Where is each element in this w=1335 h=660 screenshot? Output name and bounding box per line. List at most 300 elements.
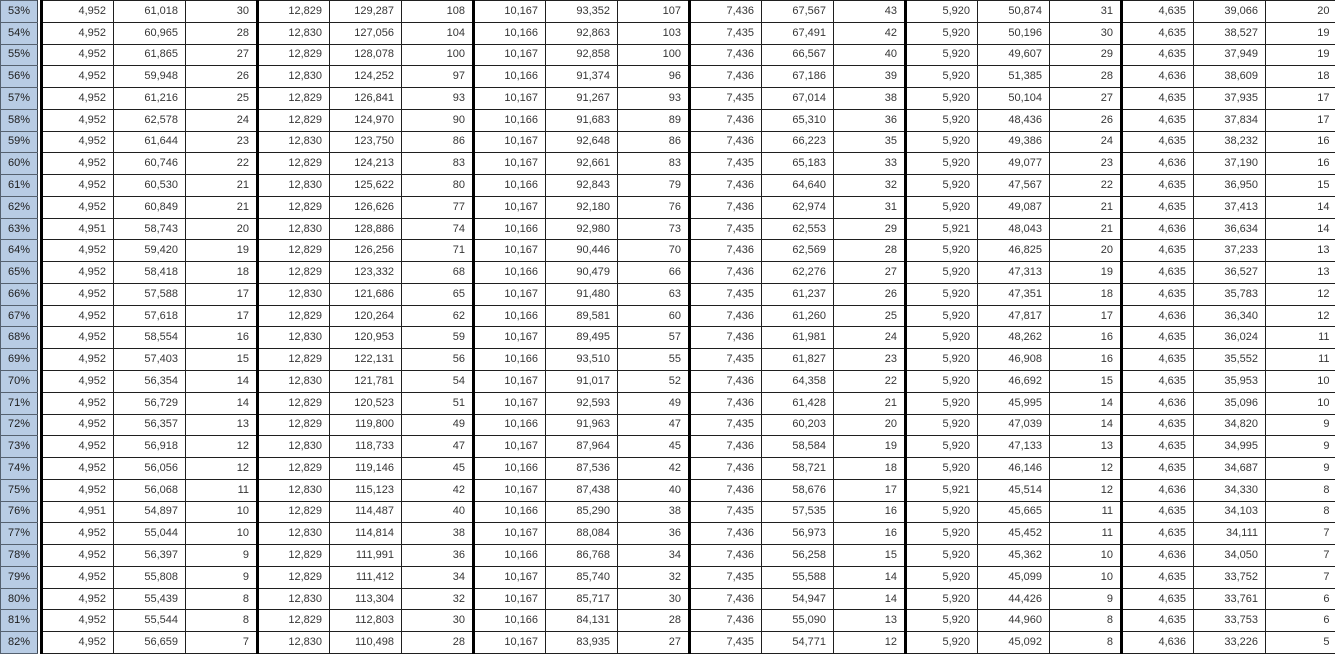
table-cell[interactable]: 37,949 (1194, 44, 1266, 66)
table-cell[interactable]: 28 (186, 22, 258, 44)
table-cell[interactable]: 5,920 (906, 523, 978, 545)
table-cell[interactable]: 91,683 (546, 109, 618, 131)
table-cell[interactable]: 49,087 (978, 196, 1050, 218)
table-cell[interactable]: 9 (1050, 588, 1122, 610)
table-cell[interactable]: 4,635 (1122, 588, 1194, 610)
table-cell[interactable]: 10,166 (474, 501, 546, 523)
table-cell[interactable]: 8 (186, 610, 258, 632)
table-cell[interactable]: 4,636 (1122, 392, 1194, 414)
table-cell[interactable]: 45,665 (978, 501, 1050, 523)
table-cell[interactable]: 14 (834, 566, 906, 588)
table-cell[interactable]: 12,829 (258, 458, 330, 480)
table-cell[interactable]: 23 (834, 349, 906, 371)
table-cell[interactable]: 10,167 (474, 131, 546, 153)
table-cell[interactable]: 96 (618, 66, 690, 88)
table-cell[interactable]: 14 (834, 588, 906, 610)
table-cell[interactable]: 18 (1050, 283, 1122, 305)
table-cell[interactable]: 10 (186, 501, 258, 523)
table-cell[interactable]: 4,635 (1122, 88, 1194, 110)
table-cell[interactable]: 4,635 (1122, 196, 1194, 218)
table-cell[interactable]: 47,133 (978, 436, 1050, 458)
table-cell[interactable]: 55,808 (114, 566, 186, 588)
table-cell[interactable]: 4,952 (42, 566, 114, 588)
table-cell[interactable]: 39,066 (1194, 1, 1266, 23)
table-cell[interactable]: 5,920 (906, 610, 978, 632)
table-cell[interactable]: 12,829 (258, 349, 330, 371)
table-cell[interactable]: 38 (618, 501, 690, 523)
table-cell[interactable]: 45,092 (978, 632, 1050, 654)
table-cell[interactable]: 36 (618, 523, 690, 545)
table-cell[interactable]: 19 (834, 436, 906, 458)
table-cell[interactable]: 56,918 (114, 436, 186, 458)
table-cell[interactable]: 5,920 (906, 175, 978, 197)
table-cell[interactable]: 56,397 (114, 545, 186, 567)
table-cell[interactable]: 5,920 (906, 371, 978, 393)
table-cell[interactable]: 8 (1266, 479, 1335, 501)
table-cell[interactable]: 18 (186, 262, 258, 284)
table-cell[interactable]: 12,829 (258, 392, 330, 414)
row-header-cell[interactable]: 55% (1, 44, 38, 66)
table-cell[interactable]: 22 (834, 371, 906, 393)
table-cell[interactable]: 92,858 (546, 44, 618, 66)
table-cell[interactable]: 12,829 (258, 545, 330, 567)
table-cell[interactable]: 5,920 (906, 88, 978, 110)
table-cell[interactable]: 58,554 (114, 327, 186, 349)
table-cell[interactable]: 5,920 (906, 349, 978, 371)
table-cell[interactable]: 42 (834, 22, 906, 44)
table-cell[interactable]: 7,435 (690, 501, 762, 523)
table-cell[interactable]: 86,768 (546, 545, 618, 567)
table-cell[interactable]: 62,569 (762, 240, 834, 262)
table-cell[interactable]: 57,618 (114, 305, 186, 327)
table-cell[interactable]: 77 (402, 196, 474, 218)
table-cell[interactable]: 36,024 (1194, 327, 1266, 349)
table-cell[interactable]: 34,103 (1194, 501, 1266, 523)
table-cell[interactable]: 74 (402, 218, 474, 240)
table-cell[interactable]: 7,436 (690, 479, 762, 501)
table-cell[interactable]: 56,729 (114, 392, 186, 414)
table-cell[interactable]: 92,661 (546, 153, 618, 175)
table-cell[interactable]: 14 (1266, 218, 1335, 240)
table-cell[interactable]: 4,952 (42, 131, 114, 153)
table-cell[interactable]: 61,216 (114, 88, 186, 110)
table-cell[interactable]: 27 (618, 632, 690, 654)
table-cell[interactable]: 61,981 (762, 327, 834, 349)
table-cell[interactable]: 12,830 (258, 588, 330, 610)
table-cell[interactable]: 4,952 (42, 240, 114, 262)
table-cell[interactable]: 4,635 (1122, 1, 1194, 23)
table-cell[interactable]: 37,935 (1194, 88, 1266, 110)
table-cell[interactable]: 62 (402, 305, 474, 327)
table-cell[interactable]: 127,056 (330, 22, 402, 44)
table-cell[interactable]: 10 (1266, 392, 1335, 414)
table-cell[interactable]: 5,920 (906, 392, 978, 414)
table-cell[interactable]: 4,952 (42, 392, 114, 414)
table-cell[interactable]: 8 (1266, 501, 1335, 523)
table-cell[interactable]: 124,213 (330, 153, 402, 175)
table-cell[interactable]: 12,830 (258, 66, 330, 88)
table-cell[interactable]: 10,166 (474, 458, 546, 480)
table-cell[interactable]: 33,226 (1194, 632, 1266, 654)
table-cell[interactable]: 47 (618, 414, 690, 436)
table-cell[interactable]: 49,386 (978, 131, 1050, 153)
table-cell[interactable]: 9 (1266, 458, 1335, 480)
table-cell[interactable]: 107 (618, 1, 690, 23)
table-cell[interactable]: 92,863 (546, 22, 618, 44)
table-cell[interactable]: 45,452 (978, 523, 1050, 545)
table-cell[interactable]: 7,436 (690, 436, 762, 458)
table-cell[interactable]: 34 (618, 545, 690, 567)
table-cell[interactable]: 5,920 (906, 22, 978, 44)
table-cell[interactable]: 50,874 (978, 1, 1050, 23)
table-cell[interactable]: 91,017 (546, 371, 618, 393)
table-cell[interactable]: 61,827 (762, 349, 834, 371)
table-cell[interactable]: 7,436 (690, 545, 762, 567)
table-cell[interactable]: 119,800 (330, 414, 402, 436)
table-cell[interactable]: 92,648 (546, 131, 618, 153)
table-cell[interactable]: 124,970 (330, 109, 402, 131)
table-cell[interactable]: 4,635 (1122, 610, 1194, 632)
table-cell[interactable]: 37,413 (1194, 196, 1266, 218)
table-cell[interactable]: 25 (186, 88, 258, 110)
table-cell[interactable]: 5,920 (906, 545, 978, 567)
table-cell[interactable]: 10,167 (474, 240, 546, 262)
row-header-cell[interactable]: 57% (1, 88, 38, 110)
table-cell[interactable]: 10,167 (474, 327, 546, 349)
row-header-cell[interactable]: 58% (1, 109, 38, 131)
table-cell[interactable]: 67,491 (762, 22, 834, 44)
table-cell[interactable]: 128,886 (330, 218, 402, 240)
table-cell[interactable]: 10,166 (474, 66, 546, 88)
table-cell[interactable]: 64,640 (762, 175, 834, 197)
table-cell[interactable]: 42 (618, 458, 690, 480)
table-cell[interactable]: 12 (1266, 283, 1335, 305)
table-cell[interactable]: 51,385 (978, 66, 1050, 88)
table-cell[interactable]: 61,260 (762, 305, 834, 327)
table-cell[interactable]: 4,635 (1122, 22, 1194, 44)
table-cell[interactable]: 32 (402, 588, 474, 610)
table-cell[interactable]: 36 (834, 109, 906, 131)
table-cell[interactable]: 4,635 (1122, 283, 1194, 305)
table-cell[interactable]: 67,567 (762, 1, 834, 23)
table-cell[interactable]: 12,830 (258, 327, 330, 349)
table-cell[interactable]: 56 (402, 349, 474, 371)
table-cell[interactable]: 26 (834, 283, 906, 305)
table-cell[interactable]: 12,829 (258, 1, 330, 23)
table-cell[interactable]: 87,438 (546, 479, 618, 501)
table-cell[interactable]: 108 (402, 1, 474, 23)
table-cell[interactable]: 100 (402, 44, 474, 66)
table-cell[interactable]: 56,258 (762, 545, 834, 567)
table-cell[interactable]: 7,436 (690, 1, 762, 23)
table-cell[interactable]: 66,567 (762, 44, 834, 66)
table-cell[interactable]: 87,536 (546, 458, 618, 480)
table-cell[interactable]: 47 (402, 436, 474, 458)
table-cell[interactable]: 21 (1050, 218, 1122, 240)
table-cell[interactable]: 88,084 (546, 523, 618, 545)
table-cell[interactable]: 104 (402, 22, 474, 44)
table-cell[interactable]: 4,635 (1122, 327, 1194, 349)
table-cell[interactable]: 10 (186, 523, 258, 545)
table-cell[interactable]: 128,078 (330, 44, 402, 66)
table-cell[interactable]: 7 (1266, 545, 1335, 567)
table-cell[interactable]: 16 (834, 501, 906, 523)
table-cell[interactable]: 10,167 (474, 371, 546, 393)
table-cell[interactable]: 12,829 (258, 153, 330, 175)
table-cell[interactable]: 4,635 (1122, 240, 1194, 262)
table-cell[interactable]: 4,952 (42, 44, 114, 66)
table-cell[interactable]: 114,487 (330, 501, 402, 523)
table-cell[interactable]: 36,527 (1194, 262, 1266, 284)
table-cell[interactable]: 13 (1266, 262, 1335, 284)
table-cell[interactable]: 55,544 (114, 610, 186, 632)
table-cell[interactable]: 9 (186, 566, 258, 588)
table-cell[interactable]: 68 (402, 262, 474, 284)
table-cell[interactable]: 54 (402, 371, 474, 393)
table-cell[interactable]: 7,436 (690, 131, 762, 153)
table-cell[interactable]: 4,951 (42, 501, 114, 523)
table-cell[interactable]: 83 (618, 153, 690, 175)
table-cell[interactable]: 10 (1050, 566, 1122, 588)
table-cell[interactable]: 14 (1266, 196, 1335, 218)
table-cell[interactable]: 56,056 (114, 458, 186, 480)
table-cell[interactable]: 10,167 (474, 44, 546, 66)
table-cell[interactable]: 58,743 (114, 218, 186, 240)
table-cell[interactable]: 12 (186, 458, 258, 480)
table-cell[interactable]: 111,991 (330, 545, 402, 567)
row-header-cell[interactable]: 77% (1, 523, 38, 545)
table-cell[interactable]: 10,167 (474, 436, 546, 458)
table-cell[interactable]: 79 (618, 175, 690, 197)
row-header-cell[interactable]: 66% (1, 283, 38, 305)
table-cell[interactable]: 35,552 (1194, 349, 1266, 371)
table-cell[interactable]: 30 (402, 610, 474, 632)
row-header-cell[interactable]: 75% (1, 479, 38, 501)
row-header-cell[interactable]: 79% (1, 566, 38, 588)
table-cell[interactable]: 11 (1050, 501, 1122, 523)
table-cell[interactable]: 14 (1050, 392, 1122, 414)
table-cell[interactable]: 16 (1050, 327, 1122, 349)
table-cell[interactable]: 54,947 (762, 588, 834, 610)
table-cell[interactable]: 4,636 (1122, 545, 1194, 567)
table-cell[interactable]: 32 (618, 566, 690, 588)
table-cell[interactable]: 33,761 (1194, 588, 1266, 610)
table-cell[interactable]: 12,829 (258, 44, 330, 66)
table-cell[interactable]: 91,374 (546, 66, 618, 88)
table-cell[interactable]: 51 (402, 392, 474, 414)
table-cell[interactable]: 32 (834, 175, 906, 197)
row-header-cell[interactable]: 68% (1, 327, 38, 349)
table-cell[interactable]: 20 (1266, 1, 1335, 23)
table-cell[interactable]: 59 (402, 327, 474, 349)
table-cell[interactable]: 28 (402, 632, 474, 654)
table-cell[interactable]: 23 (1050, 153, 1122, 175)
table-cell[interactable]: 7,436 (690, 392, 762, 414)
table-cell[interactable]: 21 (186, 175, 258, 197)
table-cell[interactable]: 49 (618, 392, 690, 414)
table-cell[interactable]: 85,740 (546, 566, 618, 588)
row-header-cell[interactable]: 81% (1, 610, 38, 632)
row-header-cell[interactable]: 59% (1, 131, 38, 153)
table-cell[interactable]: 10,167 (474, 392, 546, 414)
table-cell[interactable]: 10,166 (474, 305, 546, 327)
table-cell[interactable]: 54,897 (114, 501, 186, 523)
table-cell[interactable]: 129,287 (330, 1, 402, 23)
table-cell[interactable]: 35 (834, 131, 906, 153)
table-cell[interactable]: 40 (834, 44, 906, 66)
row-header-cell[interactable]: 53% (1, 1, 38, 23)
table-cell[interactable]: 12 (1050, 479, 1122, 501)
table-cell[interactable]: 45,995 (978, 392, 1050, 414)
row-header-cell[interactable]: 70% (1, 371, 38, 393)
table-cell[interactable]: 4,952 (42, 153, 114, 175)
table-cell[interactable]: 24 (834, 327, 906, 349)
table-cell[interactable]: 4,952 (42, 479, 114, 501)
table-cell[interactable]: 86 (402, 131, 474, 153)
table-cell[interactable]: 5,920 (906, 1, 978, 23)
table-cell[interactable]: 4,952 (42, 610, 114, 632)
table-cell[interactable]: 4,636 (1122, 479, 1194, 501)
table-cell[interactable]: 121,686 (330, 283, 402, 305)
table-cell[interactable]: 5,920 (906, 283, 978, 305)
table-cell[interactable]: 22 (1050, 175, 1122, 197)
table-cell[interactable]: 4,635 (1122, 371, 1194, 393)
table-cell[interactable]: 4,952 (42, 109, 114, 131)
table-cell[interactable]: 4,636 (1122, 66, 1194, 88)
table-cell[interactable]: 10,166 (474, 109, 546, 131)
table-cell[interactable]: 56,354 (114, 371, 186, 393)
table-cell[interactable]: 97 (402, 66, 474, 88)
table-cell[interactable]: 15 (834, 545, 906, 567)
table-cell[interactable]: 5,920 (906, 305, 978, 327)
table-cell[interactable]: 4,636 (1122, 153, 1194, 175)
table-cell[interactable]: 7,436 (690, 610, 762, 632)
table-cell[interactable]: 10,167 (474, 283, 546, 305)
table-cell[interactable]: 19 (1266, 44, 1335, 66)
table-cell[interactable]: 76 (618, 196, 690, 218)
table-cell[interactable]: 30 (1050, 22, 1122, 44)
table-cell[interactable]: 4,952 (42, 305, 114, 327)
table-cell[interactable]: 56,357 (114, 414, 186, 436)
table-cell[interactable]: 47,039 (978, 414, 1050, 436)
table-cell[interactable]: 119,146 (330, 458, 402, 480)
table-cell[interactable]: 120,523 (330, 392, 402, 414)
table-cell[interactable]: 12,829 (258, 262, 330, 284)
table-cell[interactable]: 9 (1266, 414, 1335, 436)
table-cell[interactable]: 100 (618, 44, 690, 66)
table-cell[interactable]: 64,358 (762, 371, 834, 393)
table-cell[interactable]: 11 (1266, 349, 1335, 371)
table-cell[interactable]: 27 (186, 44, 258, 66)
table-cell[interactable]: 66,223 (762, 131, 834, 153)
table-cell[interactable]: 38 (402, 523, 474, 545)
table-cell[interactable]: 49,607 (978, 44, 1050, 66)
table-cell[interactable]: 5,920 (906, 566, 978, 588)
table-cell[interactable]: 120,264 (330, 305, 402, 327)
table-cell[interactable]: 35,096 (1194, 392, 1266, 414)
table-cell[interactable]: 12,829 (258, 305, 330, 327)
table-cell[interactable]: 14 (186, 392, 258, 414)
table-cell[interactable]: 10,166 (474, 218, 546, 240)
table-cell[interactable]: 33,752 (1194, 566, 1266, 588)
table-cell[interactable]: 43 (834, 1, 906, 23)
table-cell[interactable]: 80 (402, 175, 474, 197)
row-header-cell[interactable]: 62% (1, 196, 38, 218)
table-cell[interactable]: 4,635 (1122, 436, 1194, 458)
table-cell[interactable]: 59,948 (114, 66, 186, 88)
table-cell[interactable]: 65,183 (762, 153, 834, 175)
table-cell[interactable]: 7,436 (690, 371, 762, 393)
table-cell[interactable]: 16 (186, 327, 258, 349)
row-header-cell[interactable]: 72% (1, 414, 38, 436)
table-cell[interactable]: 27 (834, 262, 906, 284)
table-cell[interactable]: 5,920 (906, 414, 978, 436)
row-header-cell[interactable]: 67% (1, 305, 38, 327)
table-cell[interactable]: 60,849 (114, 196, 186, 218)
table-cell[interactable]: 56,973 (762, 523, 834, 545)
table-cell[interactable]: 13 (834, 610, 906, 632)
table-cell[interactable]: 48,262 (978, 327, 1050, 349)
table-cell[interactable]: 115,123 (330, 479, 402, 501)
table-cell[interactable]: 28 (834, 240, 906, 262)
table-cell[interactable]: 7 (186, 632, 258, 654)
table-cell[interactable]: 61,865 (114, 44, 186, 66)
table-cell[interactable]: 11 (1266, 327, 1335, 349)
table-cell[interactable]: 5,920 (906, 153, 978, 175)
table-cell[interactable]: 83,935 (546, 632, 618, 654)
table-cell[interactable]: 4,952 (42, 371, 114, 393)
table-cell[interactable]: 12,829 (258, 240, 330, 262)
table-cell[interactable]: 45,362 (978, 545, 1050, 567)
table-cell[interactable]: 9 (186, 545, 258, 567)
table-cell[interactable]: 4,635 (1122, 523, 1194, 545)
table-cell[interactable]: 7,436 (690, 305, 762, 327)
table-cell[interactable]: 7,435 (690, 414, 762, 436)
table-cell[interactable]: 4,635 (1122, 109, 1194, 131)
table-cell[interactable]: 44,426 (978, 588, 1050, 610)
table-cell[interactable]: 10,166 (474, 262, 546, 284)
table-cell[interactable]: 37,834 (1194, 109, 1266, 131)
table-cell[interactable]: 89,581 (546, 305, 618, 327)
table-cell[interactable]: 4,635 (1122, 458, 1194, 480)
table-cell[interactable]: 38 (834, 88, 906, 110)
table-cell[interactable]: 44,960 (978, 610, 1050, 632)
table-cell[interactable]: 7,436 (690, 588, 762, 610)
table-cell[interactable]: 46,146 (978, 458, 1050, 480)
table-cell[interactable]: 112,803 (330, 610, 402, 632)
table-cell[interactable]: 7,436 (690, 196, 762, 218)
table-cell[interactable]: 55 (618, 349, 690, 371)
table-cell[interactable]: 89,495 (546, 327, 618, 349)
table-cell[interactable]: 123,332 (330, 262, 402, 284)
table-cell[interactable]: 39 (834, 66, 906, 88)
table-cell[interactable]: 114,814 (330, 523, 402, 545)
table-cell[interactable]: 36,634 (1194, 218, 1266, 240)
table-cell[interactable]: 90 (402, 109, 474, 131)
table-cell[interactable]: 5,920 (906, 131, 978, 153)
table-cell[interactable]: 10,167 (474, 479, 546, 501)
table-cell[interactable]: 21 (1050, 196, 1122, 218)
table-cell[interactable]: 4,635 (1122, 414, 1194, 436)
table-cell[interactable]: 90,446 (546, 240, 618, 262)
table-cell[interactable]: 56,659 (114, 632, 186, 654)
table-cell[interactable]: 60,530 (114, 175, 186, 197)
table-cell[interactable]: 4,635 (1122, 501, 1194, 523)
row-header-cell[interactable]: 76% (1, 501, 38, 523)
table-cell[interactable]: 10,166 (474, 175, 546, 197)
table-cell[interactable]: 60,746 (114, 153, 186, 175)
table-cell[interactable]: 5,920 (906, 458, 978, 480)
